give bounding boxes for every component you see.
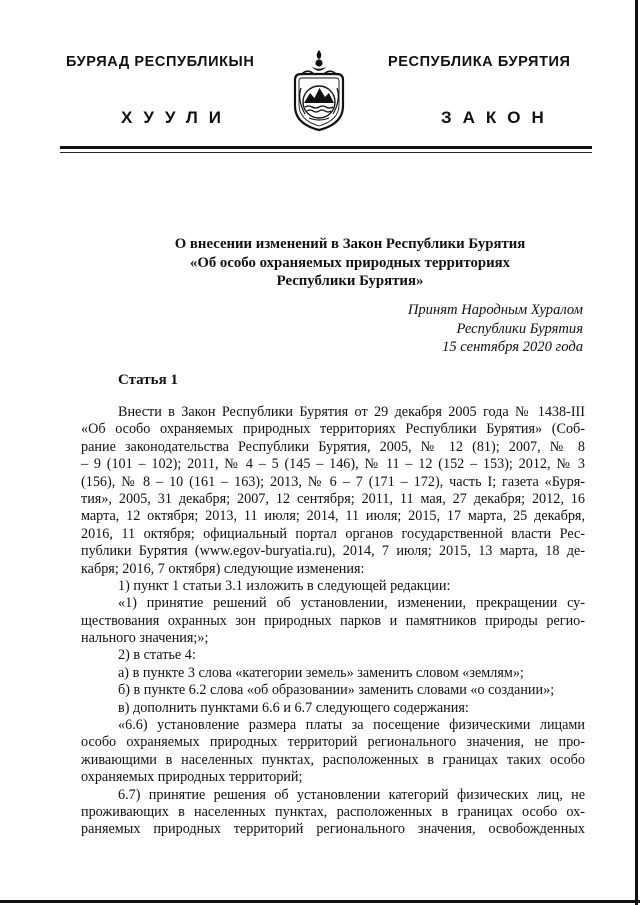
adoption-date: 15 сентября 2020 года	[442, 339, 583, 355]
scan-edge-bottom	[0, 900, 640, 903]
body-line: – 9 (101 – 102); 2011, № 4 – 5 (145 – 146), № 11 – 12 (152 – 153); 2012, № 3	[81, 456, 585, 473]
law-title-line: Республики Бурятия»	[276, 273, 424, 290]
body-line: 2) в статье 4:	[118, 647, 196, 664]
body-line: в) дополнить пунктами 6.6 и 6.7 следующего содержания:	[118, 699, 469, 716]
header-right-title: РЕСПУБЛИКА БУРЯТИЯ	[388, 54, 571, 70]
header-right-doc-type: ЗАКОН	[441, 108, 555, 127]
body-line: кабря; 2016, 7 октября) следующие изменения:	[81, 560, 365, 577]
body-line: 6.7) принятие решения об установлении категорий физических лиц, не	[118, 786, 585, 803]
adoption-line: Республики Бурятия	[456, 320, 583, 337]
adoption-line: Принят Народным Хуралом	[407, 302, 583, 318]
adoption-note	[283, 301, 583, 357]
body-line: проживающих в населенных пунктах, расположенных в границах особо ох-	[81, 803, 585, 820]
law-title	[100, 235, 600, 291]
header-rule-thick	[60, 146, 592, 149]
body-line: особо охраняемых природных территорий регионального значения, не про-	[81, 734, 585, 751]
header-left-title: БУРЯАД РЕСПУБЛИКЫН	[66, 54, 255, 70]
header-rule-thin	[60, 152, 592, 153]
body-line: ществования охранных зон природных парков и памятников природы регио-	[81, 612, 585, 629]
article-body	[81, 404, 585, 839]
body-line: (156), № 8 – 10 (161 – 163); 2013, № 6 – 7 (171 – 172), часть I; газета «Буря-	[81, 473, 585, 490]
body-line: 2016, 11 октября; официальный портал органов государственной власти Рес-	[81, 525, 585, 542]
body-line: тия», 2005, 31 декабря; 2007, 12 сентября; 2011, 11 мая, 27 декабря; 2012, 16	[81, 490, 585, 507]
body-line: раняемых природных территорий регионального значения, освобожденных	[81, 821, 585, 838]
scan-edge-right	[635, 0, 638, 905]
body-line: Внести в Закон Республики Бурятия от 29 декабря 2005 года № 1438-III	[118, 404, 585, 420]
body-line: живающими в населенных пунктах, расположенных в границах таких особо	[81, 751, 585, 768]
law-title-line: «Об особо охраняемых природных территориях	[189, 254, 511, 271]
body-line: б) в пункте 6.2 слова «об образовании» заменить словами «о создании»;	[118, 682, 555, 699]
body-line: публики Бурятия (www.egov-buryatia.ru), 2014, 7 июля; 2015, 13 марта, 18 де-	[81, 543, 585, 560]
body-line: рание законодательства Республики Бурятия, 2005, № 12 (81); 2007, № 8	[81, 438, 585, 455]
body-line: «Об особо охраняемых природных территориях Республики Бурятия» (Соб-	[81, 421, 585, 438]
article-heading: Статья 1	[118, 372, 178, 388]
body-line: охраняемых природных территорий;	[81, 769, 303, 786]
coat-of-arms-icon	[287, 48, 351, 132]
body-line: марта, 12 октября; 2013, 11 июля; 2014, 11 июля; 2015, 17 марта, 25 декабря,	[81, 508, 585, 525]
body-line: «1) принятие решений об установлении, изменении, прекращении су-	[118, 595, 585, 612]
law-title-line: О внесении изменений в Закон Республики Бурятия	[174, 236, 526, 252]
header-left-doc-type: ХУУЛИ	[121, 108, 232, 127]
body-line: «6.6) установление размера платы за посещение физическими лицами	[118, 717, 585, 734]
body-line: 1) пункт 1 статьи 3.1 изложить в следующей редакции:	[118, 577, 451, 594]
body-line: нального значения;»;	[81, 630, 209, 647]
body-line: а) в пункте 3 слова «категории земель» заменить словом «землям»;	[118, 664, 524, 681]
